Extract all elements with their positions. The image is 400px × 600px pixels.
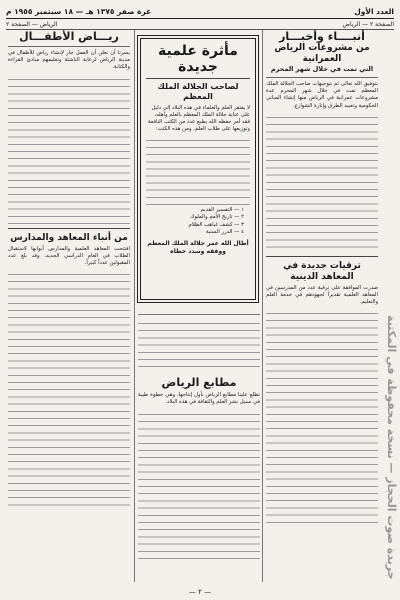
column-rule [262,30,263,582]
right-column [266,30,378,582]
section-title: أنبــــاء وأخبـــار [279,30,365,43]
list-item: ٢ — تاريخ الأمم والملوك [190,214,244,221]
list-item: ٤ — الدرر السنية [205,228,244,235]
issue-label: العدد الأول [354,6,394,16]
kindergarten-body: يسرنا أن نعلن أن العمل جار لإنشاء رياض للأطفال في مدينة الرياض لرعاية الناشئة وتعليمهم مبادئ القراءة والكتابة. [8,50,130,71]
list-item: ١ — التفسير القديم [200,207,244,214]
section-divider [138,314,260,315]
date-line: غرة صفر ١٣٧٥ هـ — ١٨ سبتمبر ١٩٥٥ م [6,6,152,16]
article-body: بتوفيق الله تعالى ثم بتوجيهات صاحب الجلالة الملك المعظم تمت في خلال شهر المحرم عدة مشروعات عمرانية في الرياض منها إنشاء المباني الحكومية وتعبيد الطرق وإنارة الشوارع. [266,81,378,109]
article-body-2: صدرت الموافقة على ترقية عدد من المدرسين في المعاهد العلمية تقديراً لجهودهم في خدمة العلم والتعليم. [266,284,378,306]
book-list [146,207,250,235]
headline-printing: مطابع الرياض [161,376,237,389]
featured-signature: أطال الله عمر جلالة الملك المعظم ووفقه وسدد خطاه [147,239,249,255]
article-text-block [138,318,260,368]
column-rule [134,30,135,582]
article-text-block [266,112,378,252]
center-lower-column [138,318,260,582]
headline-2: ترقيات جديدة في المعاهد الدينية [283,260,361,282]
subhead [6,20,394,30]
headline-schools: من أنباء المعاهد والمدارس [10,232,128,243]
masthead [6,4,394,19]
article-text-block [138,409,260,559]
page-label-left: الرياض — الصفحة ٢ [6,21,58,28]
featured-title: مأثرة علمية جديدة [146,43,250,79]
article-text-block [266,308,378,528]
featured-body: لا يفتقر العلم والعلماء في هذه البلاد إلى دليل على عناية جلالة الملك المعظم بالعلم وأهله، فقد أمر حفظه الله بطبع عدد من الكتب النافعة وتوزيعها على طلاب العلم. ومن هذه الكتب: [148,105,250,133]
headline: من مشروعات الرياض العمرانية [274,43,370,64]
left-column [8,30,130,582]
featured-subtitle: لصاحب الجلالة الملك المعظم [157,82,239,101]
subheadline: التي تمت في خلال شهر المحرم [270,65,374,73]
headline-kindergarten: ريـــاض الأطفـــال [19,30,119,43]
page-label-right: الصفحة ٢ — الرياض [342,21,394,28]
featured-text-block [146,135,250,205]
article-text-block [8,269,130,509]
featured-article-box [140,38,256,300]
article-text-block [8,74,130,224]
page-number: — ٢ — [188,588,212,596]
archive-stamp: جريدة صوت الحجاز — نسخة محفوظة في المكتبة [385,315,398,580]
list-item: ٣ — كشف غياهب الظلام [188,221,244,228]
printing-body: تطلع علينا مطابع الرياض بأول إنتاجها، وهي خطوة طيبة في سبيل نشر العلم والثقافة في هذه البلاد. [138,392,260,406]
schools-body: افتتحت المعاهد العلمية والمدارس أبوابها لاستقبال الطلاب في العام الدراسي الجديد، وقد بلغ عدد المقبولين عدداً كبيراً. [8,245,130,267]
